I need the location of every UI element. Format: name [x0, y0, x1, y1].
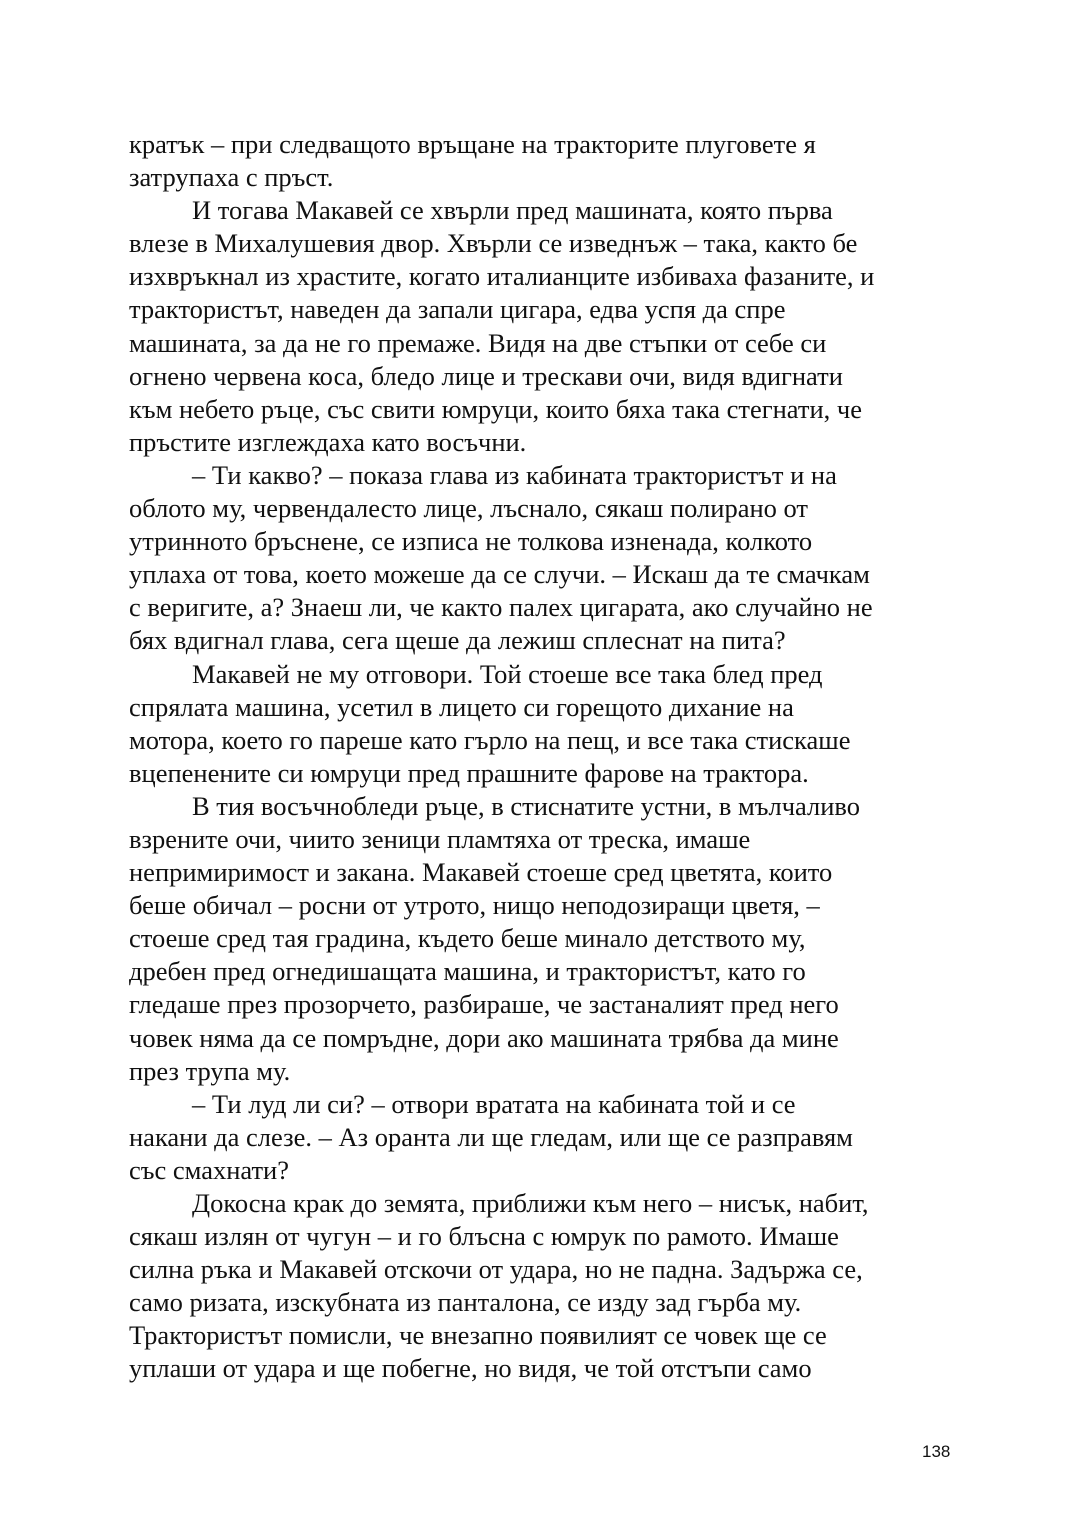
text-line: утринното бръснене, се изписа не толкова изненада, колкото: [129, 526, 813, 557]
text-line: изхвръкнал из храстите, когато италианците избиваха фазаните, и: [129, 261, 875, 292]
text-line: кратък – при следващото връщане на тракторите плуговете я: [129, 129, 816, 159]
text-line: мотора, което го пареше като гърло на пещ, и все така стискаше: [129, 724, 851, 755]
text-line: трактористът, наведен да запали цигара, едва успя да спре: [129, 294, 786, 325]
text-line: сякаш излян от чугун – и го блъсна с юмрук по рамото. Имаше: [129, 1221, 839, 1252]
paragraph-start-line: И тогава Макавей се хвърли пред машината, която първа: [192, 195, 833, 226]
text-line: затрупаха с пръст.: [129, 162, 334, 193]
text-line: човек няма да се помръдне, дори ако машината трябва да мине: [129, 1022, 839, 1053]
paragraph-start-line: – Ти какво? – показа глава из кабината трактористът и на: [192, 459, 837, 490]
paragraph-start-line: Макавей не му отговори. Той стоеше все така блед пред: [192, 658, 823, 689]
text-line: облото му, червендалесто лице, лъснало, сякаш полирано от: [129, 493, 808, 524]
body-text: [129, 128, 959, 1386]
text-line: огнено червена коса, бледо лице и трескави очи, видя вдигнати: [129, 360, 843, 391]
text-line: Трактористът помисли, че внезапно появилият се човек ще се: [129, 1320, 827, 1351]
paragraph-start-line: Докосна крак до земята, приближи към него – нисък, набит,: [192, 1188, 869, 1218]
text-line: уплаха от това, което можеше да се случи. – Искаш да те смачкам: [129, 559, 870, 590]
paragraph-start-line: – Ти луд ли си? – отвори вратата на кабината той и се: [192, 1088, 796, 1119]
text-line: беше обичал – росни от утрото, нищо неподозиращи цветя, –: [129, 890, 820, 921]
text-line: стоеше сред тая градина, където беше минало детството му,: [129, 923, 806, 954]
text-line: силна ръка и Макавей отскочи от удара, но не падна. Задържа се,: [129, 1254, 863, 1285]
text-line: влезе в Михалушевия двор. Хвърли се изведнъж – така, както бе: [129, 228, 858, 259]
text-line: с веригите, а? Знаеш ли, че както палех цигарата, ако случайно не: [129, 592, 873, 623]
text-line: бях вдигнал глава, сега щеше да лежиш сплеснат на пита?: [129, 625, 786, 656]
text-line: взрените очи, чиито зеници пламтяха от треска, имаше: [129, 823, 751, 854]
text-line: уплаши от удара и ще побегне, но видя, че той отстъпи само: [129, 1353, 812, 1384]
page-number: 138: [922, 1442, 951, 1461]
text-line: вцепенените си юмруци пред прашните фарове на трактора.: [129, 757, 809, 788]
text-line: дребен пред огнедишащата машина, и трактористът, като го: [129, 956, 806, 987]
text-line: със смахнати?: [129, 1154, 289, 1185]
text-line: през трупа му.: [129, 1055, 291, 1086]
text-line: пръстите изглеждаха като восъчни.: [129, 426, 527, 457]
text-line: машината, за да не го премаже. Видя на две стъпки от себе си: [129, 327, 827, 358]
text-line: непримиримост и закана. Макавей стоеше сред цветята, които: [129, 857, 833, 888]
paragraph-start-line: В тия восъчнобледи ръце, в стиснатите устни, в мълчаливо: [192, 790, 860, 821]
text-line: само ризата, изскубната из панталона, се изду зад гърба му.: [129, 1287, 802, 1318]
text-line: накани да слезе. – Аз оранта ли ще гледам, или ще се разправям: [129, 1121, 853, 1152]
text-line: към небето ръце, със свити юмруци, които бяха така стегнати, че: [129, 393, 862, 424]
text-line: спрялата машина, усетил в лицето си горещото дихание на: [129, 691, 794, 722]
text-line: гледаше през прозорчето, разбираше, че застаналият пред него: [129, 989, 839, 1020]
